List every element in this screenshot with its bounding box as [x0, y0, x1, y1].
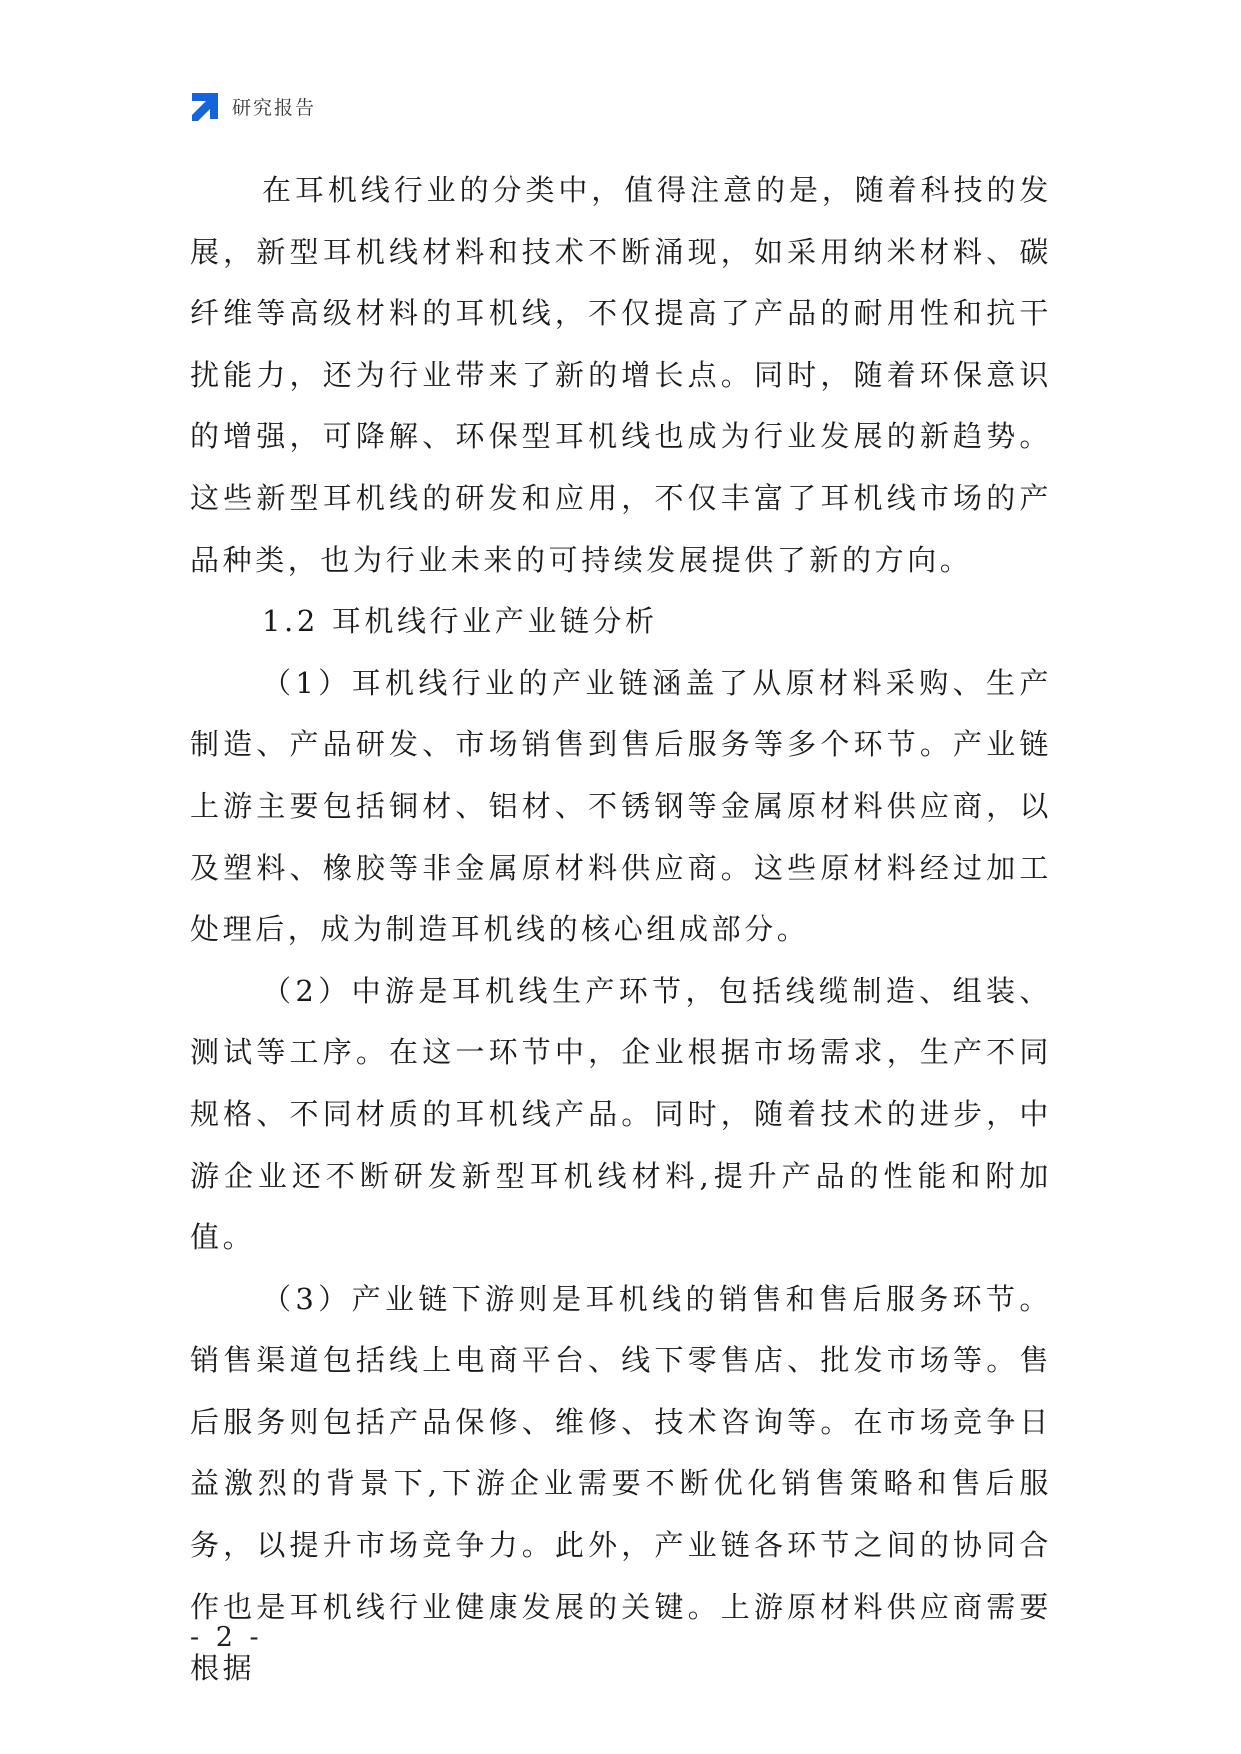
- header-title: 研究报告: [232, 96, 317, 119]
- report-header: [190, 88, 316, 124]
- paragraph-classification: 在耳机线行业的分类中，值得注意的是，随着科技的发展，新型耳机线材料和技术不断涌现，如采用纳米材料、碳纤维等高级材料的耳机线，不仅提高了产品的耐用性和抗干扰能力，还为行业带来了新的增长点。同时，随着环保意识的增强，可降解、环保型耳机线也成为行业发展的新趋势。这些新型耳机线的研发和应用，不仅丰富了耳机线市场的产品种类，也为行业未来的可持续发展提供了新的方向。: [190, 173, 1052, 577]
- page-number: - 2 -: [190, 1622, 263, 1653]
- paragraph-midstream: （2）中游是耳机线生产环节，包括线缆制造、组装、测试等工序。在这一环节中，企业根据市场需求，生产不同规格、不同材质的耳机线产品。同时，随着技术的进步，中游企业还不断研发新型耳机线材料,提升产品的性能和附加值。: [190, 973, 1052, 1255]
- arrow-up-right-logo-icon: [190, 91, 220, 121]
- section-heading: 1.2 耳机线行业产业链分析: [262, 604, 658, 639]
- paragraph-downstream: （3）产业链下游则是耳机线的销售和售后服务环节。销售渠道包括线上电商平台、线下零售店、批发市场等。售后服务则包括产品保修、维修、技术咨询等。在市场竞争日益激烈的背景下,下游企业需要不断优化销售策略和售后服务，以提升市场竞争力。此外，产业链各环节之间的协同合作也是耳机线行业健康发展的关键。上游原材料供应商需要根据: [190, 1281, 1052, 1686]
- paragraph-upstream: （1）耳机线行业的产业链涵盖了从原材料采购、生产制造、产品研发、市场销售到售后服务等多个环节。产业链上游主要包括铜材、铝材、不锈钢等金属原材料供应商，以及塑料、橡胶等非金属原材料供应商。这些原材料经过加工处理后，成为制造耳机线的核心组成部分。: [190, 665, 1052, 947]
- document-body: [190, 160, 1052, 1700]
